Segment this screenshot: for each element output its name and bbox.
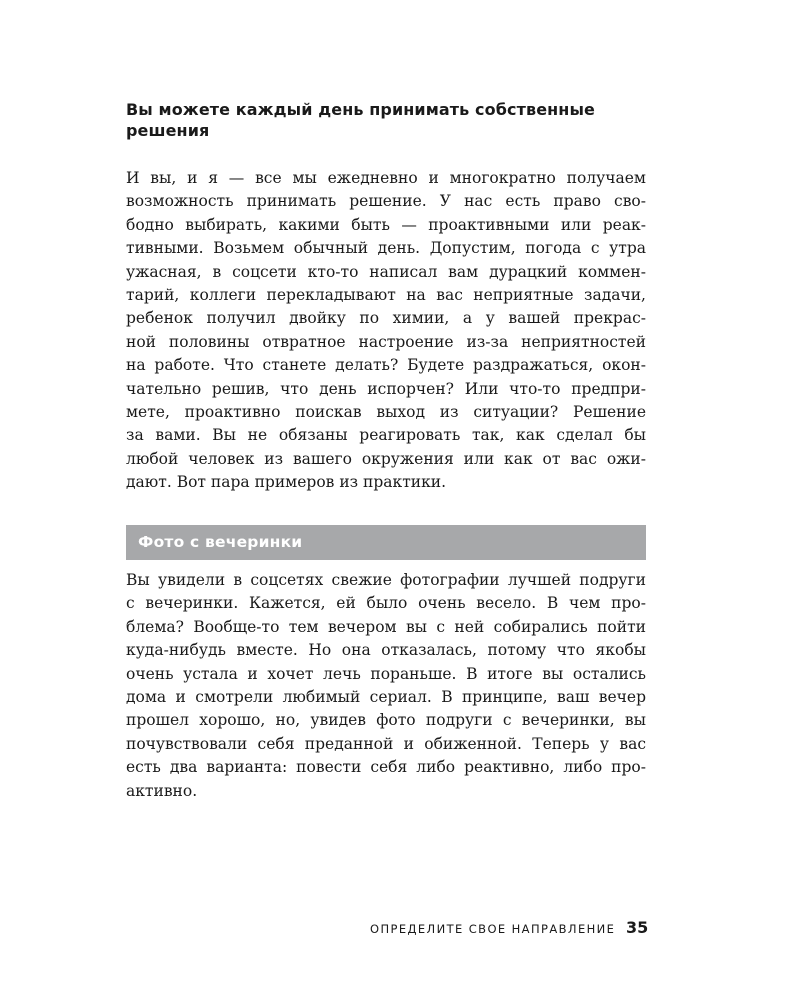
text-line: тарий, коллеги перекладывают на вас неприятные задачи, — [126, 286, 646, 305]
text-line: активно. — [126, 781, 198, 800]
text-line: с вечеринки. Кажется, ей было очень весело. В чем про- — [126, 594, 646, 613]
text-line: чательно решив, что день испорчен? Или что-то предпри- — [126, 379, 646, 398]
text-line: возможность принимать решение. У нас есть право сво- — [126, 192, 646, 211]
text-line: почувствовали себя преданной и обиженной. Теперь у вас — [126, 734, 646, 753]
text-line: прошел хорошо, но, увидев фото подруги с вечеринки, вы — [126, 711, 646, 730]
example-banner — [126, 525, 646, 560]
text-line: куда-нибудь вместе. Но она отказалась, потому что якобы — [126, 641, 646, 660]
text-line: дома и смотрели любимый сериал. В принципе, ваш вечер — [126, 688, 646, 707]
text-line: ужасная, в соцсети кто-то написал вам дурацкий коммен- — [126, 262, 646, 281]
text-line: мете, проактивно поискав выход из ситуации? Решение — [126, 403, 646, 422]
example-paragraph — [126, 569, 646, 803]
text-line: дают. Вот пара примеров из практики. — [126, 473, 447, 492]
text-line: ной половины отвратное настроение из-за неприятностей — [126, 332, 646, 351]
running-footer-title: ОПРЕДЕЛИТЕ СВОЕ НАПРАВЛЕНИЕ — [370, 922, 616, 936]
text-line: И вы, и я — все мы ежедневно и многократно получаем — [126, 169, 646, 187]
text-line: ребенок получил двойку по химии, а у вашей прекрас- — [126, 309, 646, 328]
text-line: на работе. Что станете делать? Будете раздражаться, окон- — [126, 356, 646, 375]
text-line: блема? Вообще-то тем вечером вы с ней собирались пойти — [126, 617, 646, 636]
page-number: 35 — [626, 918, 649, 937]
text-line: Вы увидели в соцсетях свежие фотографии лучшей подруги — [126, 571, 646, 589]
text-line: тивными. Возьмем обычный день. Допустим, погода с утра — [126, 239, 646, 258]
text-line: любой человек из вашего окружения или как от вас ожи- — [126, 449, 646, 468]
example-banner-title: Фото с вечеринки — [138, 533, 303, 551]
text-line: бодно выбирать, какими быть — проактивными или реак- — [126, 215, 646, 234]
text-line: есть два варианта: повести себя либо реактивно, либо про- — [126, 758, 646, 777]
section-heading: Вы можете каждый день принимать собственные решения — [126, 100, 595, 140]
text-line: за вами. Вы не обязаны реагировать так, как сделал бы — [126, 426, 646, 445]
intro-paragraph — [126, 167, 646, 495]
text-line: очень устала и хочет лечь пораньше. В итоге вы остались — [126, 664, 646, 683]
